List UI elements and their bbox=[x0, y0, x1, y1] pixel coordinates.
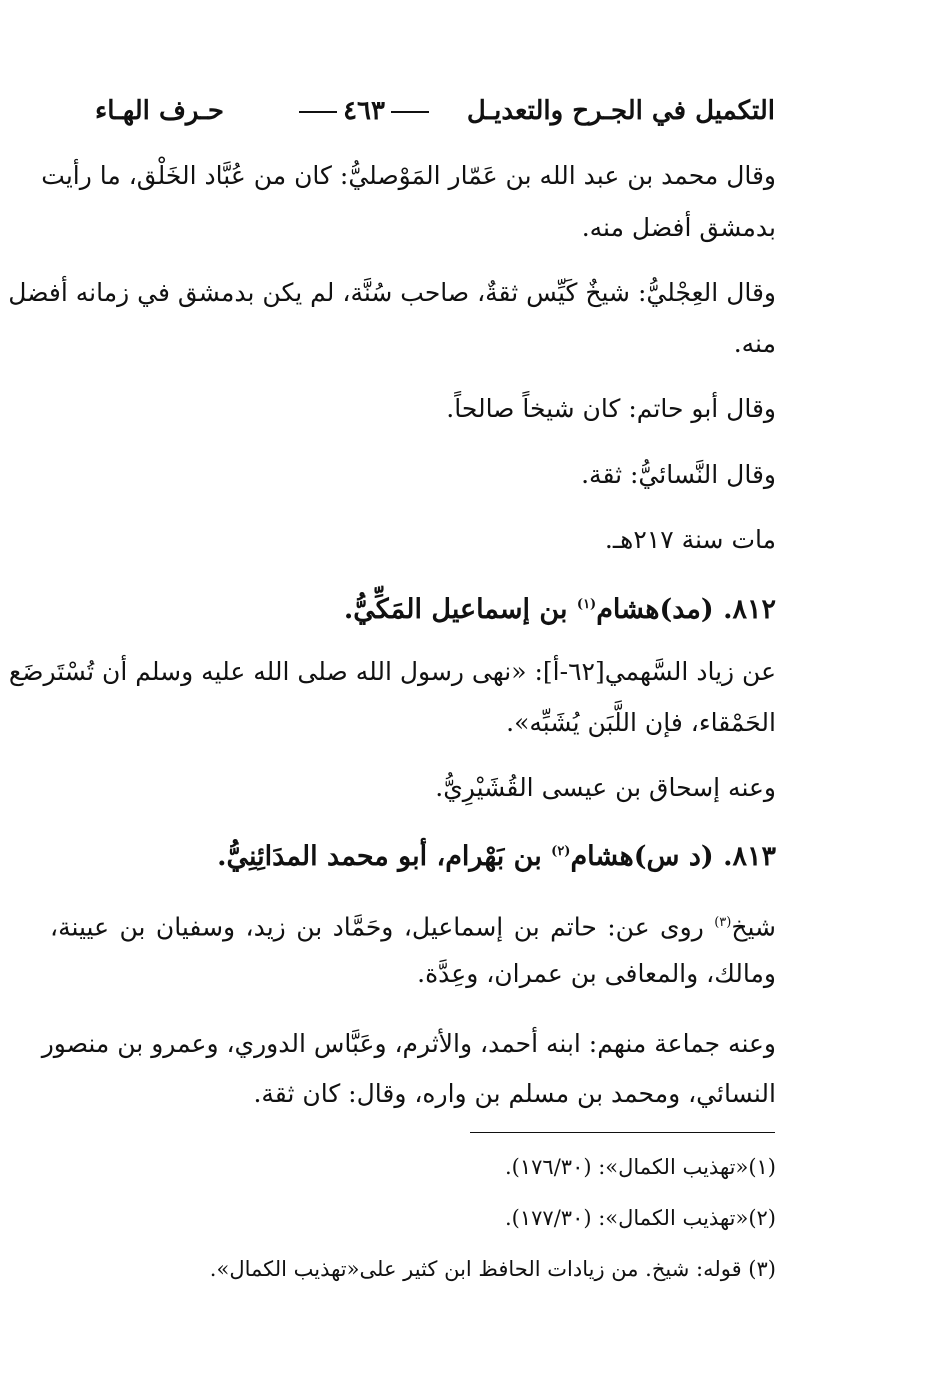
entry-number: ٨١٣. bbox=[723, 841, 776, 872]
header-chapter: حـرف الهـاء bbox=[95, 96, 224, 126]
entry-number: ٨١٢. bbox=[723, 594, 776, 625]
paragraph-line: وعنه جماعة منهم: ابنه أحمد، والأثرم، وعَبَّاس الدوري، وعمرو بن منصور bbox=[41, 1029, 776, 1058]
paragraph-line: منه. bbox=[733, 329, 776, 358]
entry-heading-813 bbox=[217, 832, 776, 877]
paragraph-line bbox=[50, 903, 776, 947]
running-header bbox=[95, 86, 775, 136]
paragraph-line: بدمشق أفضل منه. bbox=[581, 213, 776, 242]
header-rule bbox=[391, 111, 429, 113]
header-page-number bbox=[293, 86, 435, 136]
footnote-ref: (١) bbox=[576, 597, 597, 612]
entry-siglum: (د س) bbox=[633, 841, 714, 872]
entry-name-rest: بن بَهْرام، أبو محمد المدَائِنِيُّ. bbox=[217, 841, 552, 872]
paragraph-line: وقال أبو حاتم: كان شيخاً صالحاً. bbox=[446, 394, 776, 423]
paragraph-line: وعنه إسحاق بن عيسى القُشَيْرِيُّ. bbox=[435, 773, 776, 802]
paragraph-line: عن زياد السَّهمي[٦٢-أ]: «نهى رسول الله صلى الله عليه وسلم أن تُسْتَرضَع bbox=[8, 657, 776, 686]
footnote-3: (٣) قوله: شيخ. من زيادات الحافظ ابن كثير على«تهذيب الكمال». bbox=[209, 1257, 776, 1281]
entry-name: هشام bbox=[570, 841, 634, 872]
paragraph-line: الحَمْقاء، فإن اللَّبَن يُشَبِّه». bbox=[506, 708, 776, 737]
entry-siglum: (مد) bbox=[659, 594, 714, 625]
paragraph-line: ومالك، والمعافى بن عمران، وعِدَّة. bbox=[417, 959, 776, 988]
paragraph-line: وقال محمد بن عبد الله بن عَمّار المَوْصليُّ: كان من عُبَّاد الخَلْق، ما رأيت bbox=[41, 161, 776, 190]
header-rule bbox=[299, 111, 337, 113]
footnote-ref: (٢) bbox=[551, 844, 571, 859]
line-start: شيخ bbox=[731, 912, 776, 942]
header-book-title: التكميل في الجـرح والتعديـل bbox=[466, 96, 775, 126]
footnote-ref: (٣) bbox=[714, 915, 732, 930]
paragraph-line: النسائي، ومحمد بن مسلم بن واره، وقال: كان ثقة. bbox=[253, 1079, 776, 1108]
entry-name: هشام bbox=[596, 594, 660, 625]
entry-heading-812 bbox=[344, 585, 776, 630]
paragraph-line: مات سنة ٢١٧هـ. bbox=[604, 525, 776, 554]
line-rest: روى عن: حاتم بن إسماعيل، وحَمَّاد بن زيد، وسفيان بن عيينة، bbox=[50, 912, 715, 942]
footnote-separator bbox=[470, 1132, 775, 1133]
entry-name-rest: بن إسماعيل المَكِّيُّ. bbox=[343, 594, 577, 625]
paragraph-line: وقال العِجْليُّ: شيخٌ كَيِّس ثقةٌ، صاحب سُنَّة، لم يكن بدمشق في زمانه أفضل bbox=[8, 278, 776, 307]
footnote-1: (١)«تهذيب الكمال»: (١٧٦/٣٠). bbox=[505, 1155, 776, 1179]
footnote-2: (٢)«تهذيب الكمال»: (١٧٧/٣٠). bbox=[505, 1206, 776, 1230]
page-number: ٤٦٣ bbox=[343, 96, 385, 126]
paragraph-line: وقال النَّسائيُّ: ثقة. bbox=[581, 460, 776, 489]
